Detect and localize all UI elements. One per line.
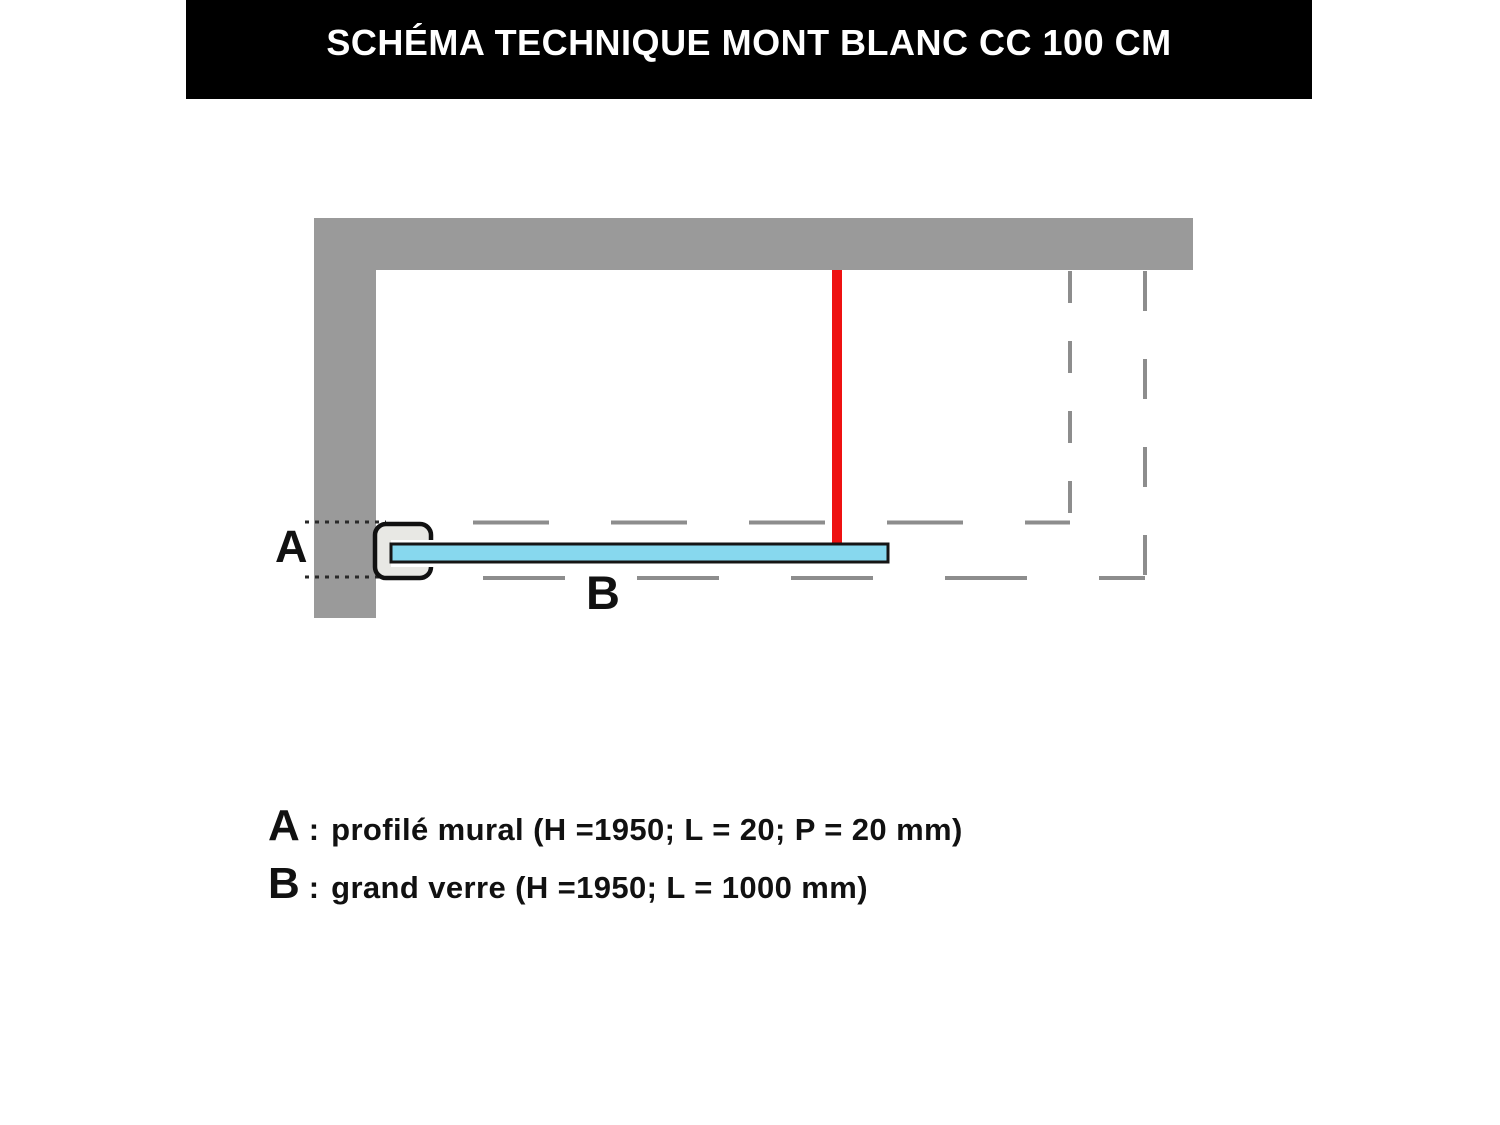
legend-separator: : — [308, 870, 320, 905]
legend-text-b: grand verre (H =1950; L = 1000 mm) — [331, 870, 868, 905]
wall-horizontal — [314, 218, 1193, 270]
diagram-label-b: B — [586, 566, 620, 619]
legend-key-b: B — [268, 859, 300, 908]
legend-separator: : — [308, 812, 320, 847]
diagram-label-a: A — [275, 521, 308, 572]
glass-panel — [391, 544, 888, 562]
legend-item-a — [268, 801, 963, 850]
legend-text-a: profilé mural (H =1950; L = 20; P = 20 mm) — [331, 812, 963, 847]
legend-key-a: A — [268, 801, 300, 850]
legend-item-b — [268, 859, 963, 908]
legend — [268, 801, 963, 920]
wall-vertical — [314, 218, 376, 618]
page-title: SCHÉMA TECHNIQUE MONT BLANC CC 100 CM — [326, 21, 1172, 63]
